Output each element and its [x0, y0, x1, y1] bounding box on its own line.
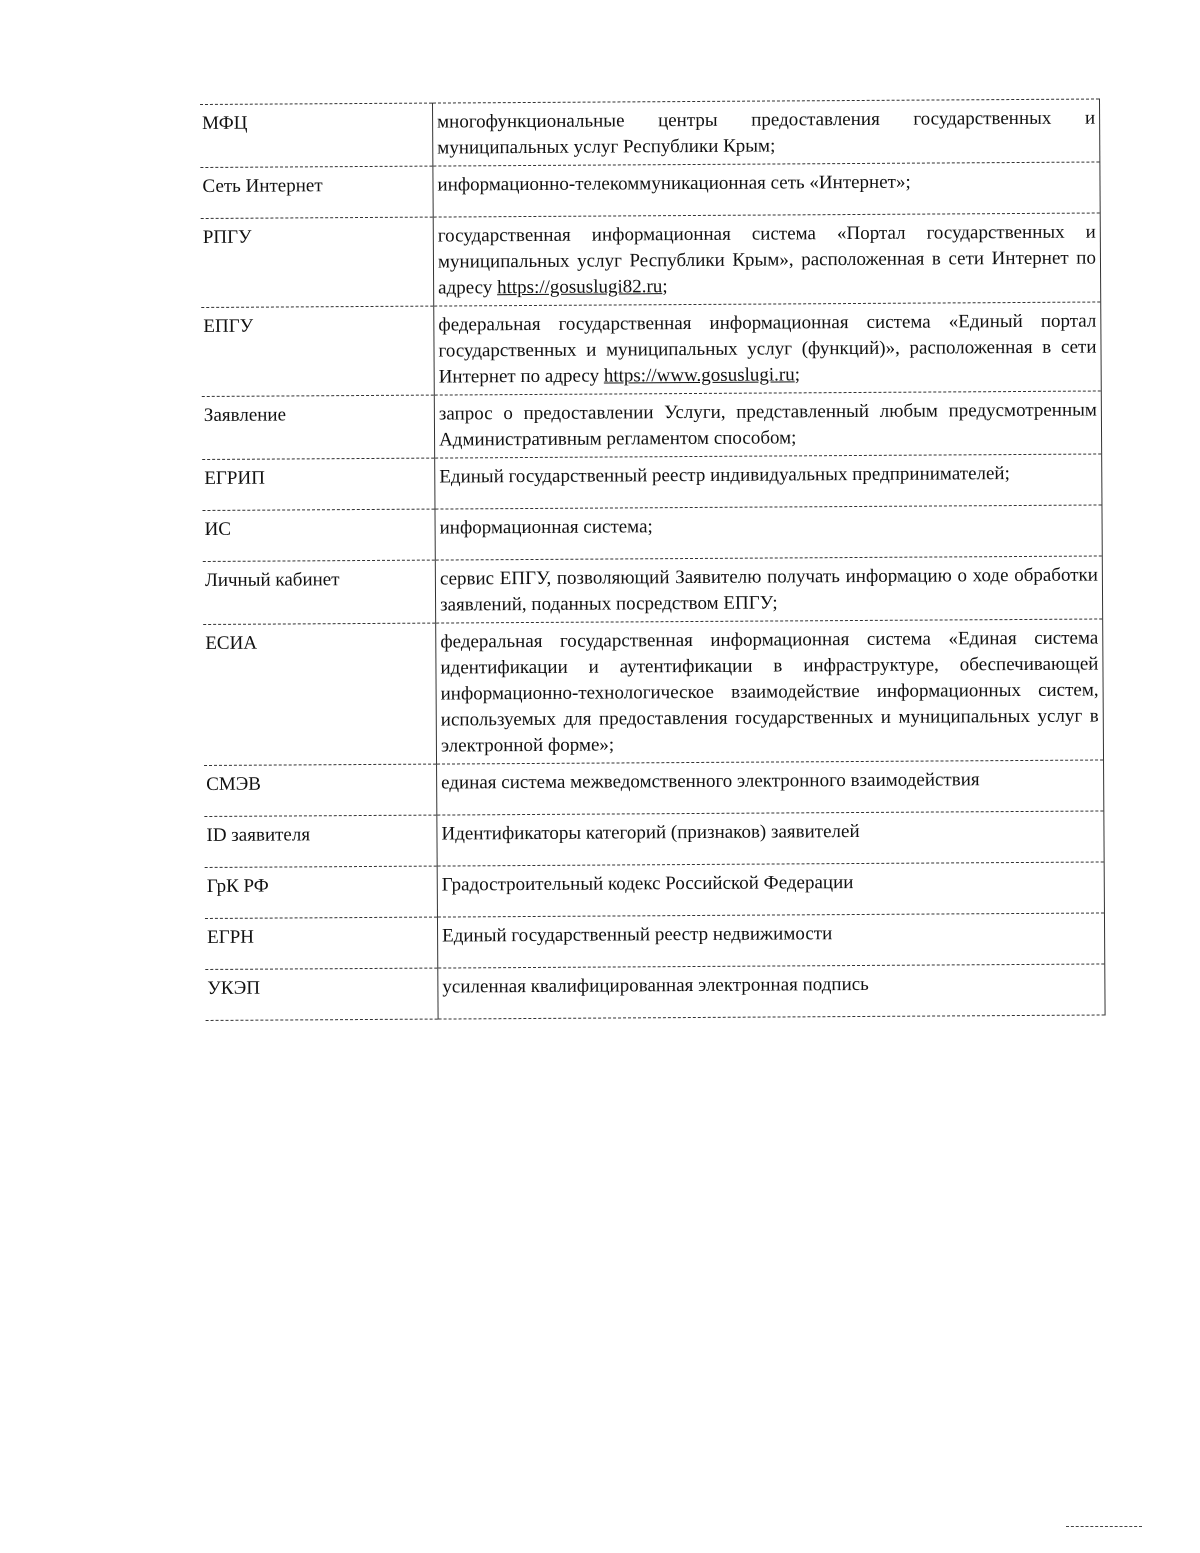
definition-cell: Единый государственный реестр недвижимости	[437, 913, 1104, 968]
definition-cell: информационная система;	[435, 505, 1102, 560]
definition-cell: информационно-телекоммуникационная сеть «Интернет»;	[433, 162, 1100, 217]
portal-link[interactable]: https://gosuslugi82.ru	[497, 276, 663, 299]
definition-text: федеральная государственная информационная система «Единый портал государственных и муниципальных услуг (функций)», расположенная в сети Интернет по адресу	[438, 310, 1097, 388]
table-row	[205, 913, 1105, 969]
definition-cell: многофункциональные центры предоставления государственных и муниципальных услуг Республики Крым;	[432, 99, 1099, 166]
table-row	[205, 964, 1105, 1020]
definition-cell: запрос о предоставлении Услуги, представленный любым предусмотренным Административным регламентом способом;	[434, 391, 1101, 458]
definition-cell	[434, 302, 1102, 395]
term-cell: ЕГРИП	[202, 458, 435, 510]
table-row	[201, 302, 1101, 396]
definition-suffix: ;	[662, 276, 668, 298]
definition-cell	[433, 213, 1101, 306]
term-cell: Сеть Интернет	[200, 166, 433, 218]
portal-link[interactable]: https://www.gosuslugi.ru	[603, 364, 795, 387]
definition-cell: Идентификаторы категорий (признаков) заявителей	[437, 811, 1104, 866]
table-row	[205, 862, 1105, 918]
definition-text: государственная информационная система «Портал государственных и муниципальных услуг Республики Крым», расположенная в сети Интернет по адресу	[437, 221, 1097, 299]
definition-cell: Единый государственный реестр индивидуальных предпринимателей;	[435, 454, 1102, 509]
table-row	[201, 213, 1101, 307]
definition-cell: сервис ЕПГУ, позволяющий Заявителю получать информацию о ходе обработки заявлений, поданных посредством ЕПГУ;	[435, 556, 1102, 623]
definition-cell: федеральная государственная информационная система «Единая система идентификации и аутентификации в инфраструктуре, обеспечивающей информационно-технологическое взаимодействие информационных систем, используемых для предоставления государственных и муниципальных услуг в электронной форме»;	[436, 619, 1104, 764]
definition-cell: единая система межведомственного электронного взаимодействия	[437, 760, 1104, 815]
term-cell: ГрК РФ	[205, 866, 438, 918]
definition-suffix: ;	[794, 364, 801, 386]
term-cell: ИС	[202, 509, 435, 561]
term-cell: ЕПГУ	[201, 306, 434, 396]
table-row	[202, 391, 1102, 459]
table-row	[203, 556, 1103, 624]
term-cell: РПГУ	[201, 217, 434, 307]
term-cell: Заявление	[202, 395, 435, 459]
terms-table	[200, 99, 1106, 1021]
table-row	[204, 811, 1104, 867]
definition-cell: Градостроительный кодекс Российской Федерации	[437, 862, 1104, 917]
table-row	[200, 99, 1100, 167]
term-cell: ЕСИА	[203, 623, 436, 765]
definition-cell: усиленная квалифицированная электронная подпись	[438, 964, 1105, 1019]
term-cell: ID заявителя	[204, 815, 437, 867]
table-row	[202, 505, 1102, 561]
table-row	[204, 760, 1104, 816]
table-row	[203, 619, 1103, 765]
term-cell: Личный кабинет	[203, 560, 436, 624]
term-cell: УКЭП	[205, 968, 438, 1020]
term-cell: ЕГРН	[205, 917, 438, 969]
footer-dashed-mark	[1066, 1526, 1142, 1527]
table-row	[202, 454, 1102, 510]
table-row	[200, 162, 1100, 218]
term-cell: СМЭВ	[204, 764, 437, 816]
term-cell: МФЦ	[200, 103, 433, 167]
